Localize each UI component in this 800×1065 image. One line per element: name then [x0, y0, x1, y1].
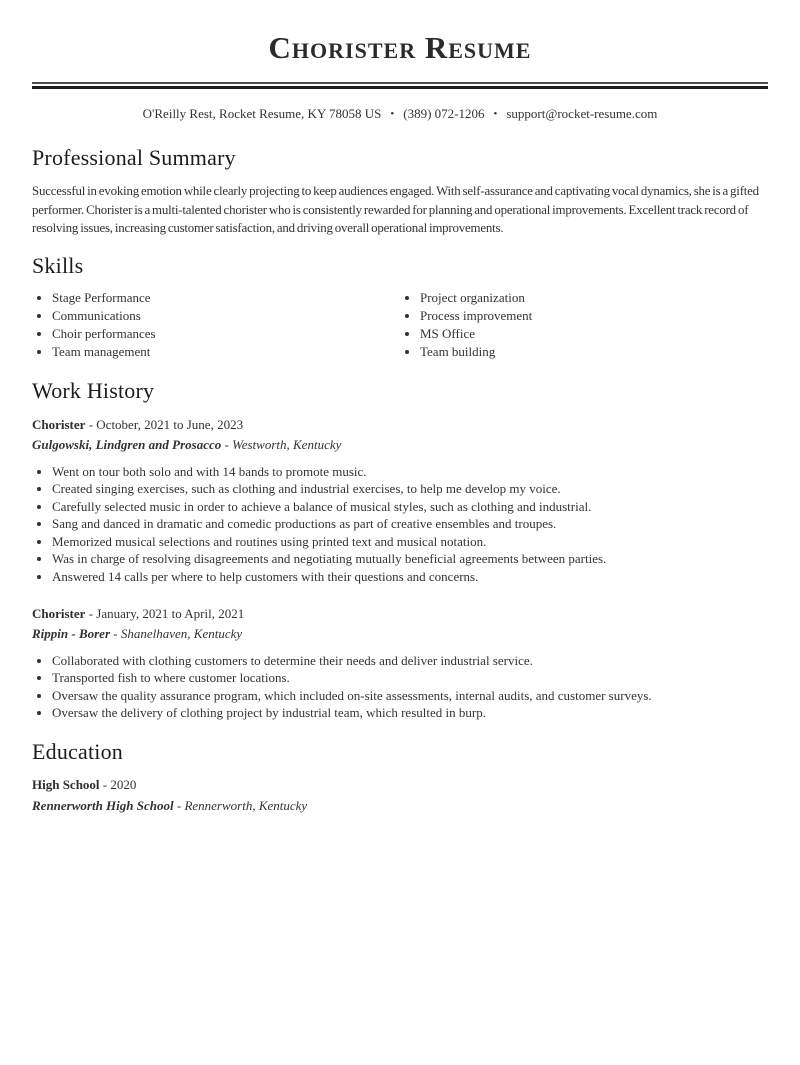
bullet-item: • Transported fish to where customer locations. — [52, 670, 768, 686]
contact-line — [0, 106, 800, 122]
page-title: Chorister Resume — [268, 30, 532, 65]
bullet-item: • Oversaw the delivery of clothing project by industrial team, which resulted in burp. — [52, 705, 768, 721]
job-period: October, 2021 to June, 2023 — [96, 416, 244, 432]
header-divider — [32, 82, 768, 89]
bullet-item: • Collaborated with clothing customers to determine their needs and deliver industrial service. — [52, 653, 768, 669]
dash-separator: - — [221, 436, 233, 452]
bullet-item: • Sang and danced in dramatic and comedic productions as part of creative ensembles and troupes. — [52, 516, 768, 532]
section-heading-work-history: Work History — [32, 378, 155, 404]
skills-list-left — [32, 289, 400, 361]
job-title: Chorister — [32, 416, 86, 432]
job-company: Gulgowski, Lindgren and Prosacco — [32, 436, 222, 452]
job-bullet-list — [32, 464, 768, 585]
work-entry — [32, 606, 768, 722]
contact-email: support@rocket-resume.com — [506, 105, 658, 121]
education-school: Rennerworth High School — [32, 798, 174, 814]
bullet-item: • Created singing exercises, such as clothing and industrial exercises, to help me develop my voice. — [52, 481, 768, 497]
work-entry — [32, 417, 768, 585]
job-period: January, 2021 to April, 2021 — [96, 605, 245, 621]
bullet-item: • Carefully selected music in order to achieve a balance of musical styles, such as clothing and industrial. — [52, 499, 768, 515]
skill-item: • Communications — [52, 307, 400, 325]
education-degree-line — [32, 777, 768, 793]
contact-separator-dot: • — [390, 107, 395, 120]
bullet-item: • Was in charge of resolving disagreements and negotiating mutually beneficial agreements between parties. — [52, 551, 768, 567]
skills-columns — [32, 289, 768, 361]
education-school-line — [32, 798, 768, 814]
skills-list-right — [400, 289, 768, 361]
contact-phone: (389) 072-1206 — [403, 105, 485, 121]
dash-separator: - — [85, 605, 97, 621]
job-location: Shanelhaven, Kentucky — [120, 625, 243, 641]
job-title: Chorister — [32, 605, 86, 621]
job-title-line — [32, 417, 768, 433]
resume-content — [32, 145, 768, 815]
education-degree: High School — [32, 777, 100, 793]
job-title-line — [32, 606, 768, 622]
dash-separator: - — [85, 416, 97, 432]
skill-item: • Team building — [420, 343, 768, 361]
section-heading-professional-summary: Professional Summary — [32, 144, 236, 170]
contact-address: O'Reilly Rest, Rocket Resume, KY 78058 US — [142, 105, 382, 121]
skill-item: • Process improvement — [420, 307, 768, 325]
bullet-item: • Went on tour both solo and with 14 bands to promote music. — [52, 464, 768, 480]
skill-item: • Choir performances — [52, 325, 400, 343]
job-location: Westworth, Kentucky — [232, 436, 342, 452]
section-heading-education: Education — [32, 739, 123, 765]
section-heading-skills: Skills — [32, 252, 84, 278]
education-location: Rennerworth, Kentucky — [184, 798, 308, 814]
job-employer-line — [32, 626, 768, 642]
dash-separator: - — [99, 777, 111, 793]
dash-separator: - — [173, 798, 185, 814]
bullet-item: • Answered 14 calls per where to help customers with their questions and concerns. — [52, 569, 768, 585]
skill-item: • Team management — [52, 343, 400, 361]
bullet-item: • Memorized musical selections and routines using printed text and musical notation. — [52, 534, 768, 550]
job-employer-line — [32, 437, 768, 453]
contact-separator-dot: • — [493, 107, 498, 120]
skill-item: • Stage Performance — [52, 289, 400, 307]
job-bullet-list — [32, 653, 768, 722]
job-company: Rippin - Borer — [32, 625, 111, 641]
skill-item: • Project organization — [420, 289, 768, 307]
education-year: 2020 — [110, 777, 137, 793]
summary-paragraph: Successful in evoking emotion while clearly projecting to keep audiences engaged. With self-assurance and captivating vocal dynamics, she is a gifted performer. Chorister is a multi-talented chorister who is consistently rewarded for planning and operational improvements. Excellent track record of resolving issues, increasing customer satisfaction, and driving overall operational improvements. — [32, 184, 759, 236]
resume-page — [0, 30, 800, 1065]
skill-item: • MS Office — [420, 325, 768, 343]
bullet-item: • Oversaw the quality assurance program, which included on-site assessments, internal audits, and customer surveys. — [52, 688, 768, 704]
dash-separator: - — [110, 625, 121, 641]
